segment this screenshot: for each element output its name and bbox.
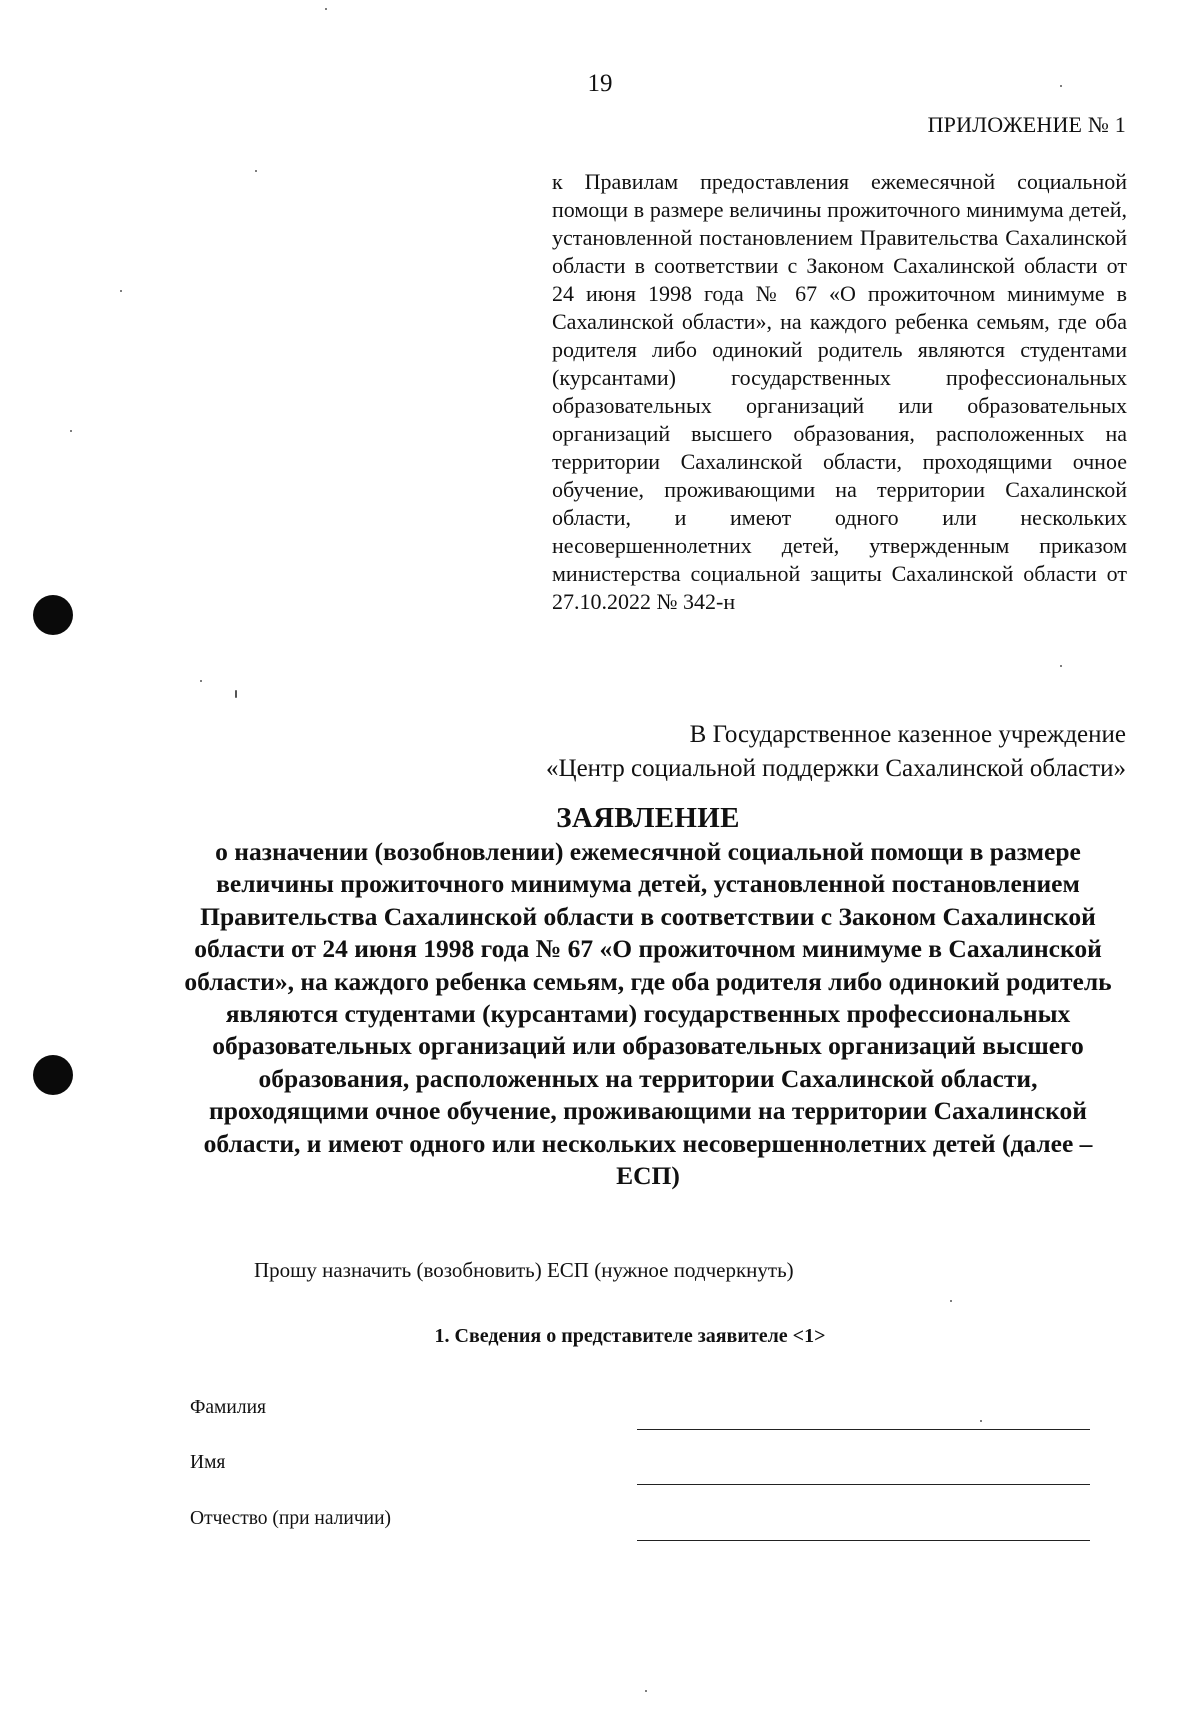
patronymic-label: Отчество (при наличии) [190, 1508, 392, 1529]
surname-input-line[interactable] [637, 1429, 1090, 1430]
first-name-field-row [190, 1452, 1090, 1492]
punch-hole-top [33, 595, 73, 635]
punch-hole-bottom [33, 1055, 73, 1095]
first-name-label: Имя [190, 1452, 226, 1473]
scan-speck [235, 690, 237, 698]
appendix-reference-text: к Правилам предоставления ежемесячной социальной помощи в размере величины прожиточного минимума детей, установленной постановлением Правительства Сахалинской области в соответствии с Законом Сахалинской области от 24 июня 1998 года № 67 «О прожиточном минимуме в Сахалинской области», на каждого ребенка семьям, где оба родителя либо одинокий родитель являются студентами (курсантами) государственных профессиональных образовательных организаций или образовательных организаций высшего образования, расположенных на территории Сахалинской области, проходящими очное обучение, проживающими на территории Сахалинской области, и имеют одного или нескольких несовершеннолетних детей, утвержденным приказом министерства социальной защиты Сахалинской области от 27.10.2022 № 342-н [552, 169, 1127, 614]
request-line: Прошу назначить (возобновить) ЕСП (нужное подчеркнуть) [254, 1258, 794, 1282]
patronymic-field-row [190, 1508, 1090, 1548]
scan-speck [1060, 665, 1062, 667]
addressee-line-2: «Центр социальной поддержки Сахалинской области» [546, 755, 1126, 782]
statement-subtitle: о назначении (возобновлении) ежемесячной социальной помощи в размере величины прожиточного минимума детей, установленной постановлением Правительства Сахалинской области в соответствии с Законом Сахалинской области от 24 июня 1998 года № 67 «О прожиточном минимуме в Сахалинской области», на каждого ребенка семьям, где оба родителя либо одинокий родитель являются студентами (курсантами) государственных профессиональных образовательных организаций или образовательных организаций высшего образования, расположенных на территории Сахалинской области, проходящими очное обучение, проживающими на территории Сахалинской области, и имеют одного или нескольких несовершеннолетних детей (далее – ЕСП) [184, 837, 1112, 1191]
surname-label: Фамилия [190, 1397, 266, 1418]
scan-speck [645, 1690, 647, 1692]
surname-field-row [190, 1397, 1090, 1437]
scan-speck [70, 430, 72, 432]
page-number: 19 [587, 70, 613, 97]
scan-speck [255, 170, 257, 172]
scan-speck [200, 680, 202, 682]
scan-speck [325, 8, 327, 10]
statement-title: ЗАЯВЛЕНИЕ [556, 802, 740, 834]
section-1-heading: 1. Сведения о представителе заявителе <1> [434, 1325, 826, 1347]
scan-speck [120, 290, 122, 292]
addressee-block [546, 718, 1126, 786]
scan-speck [950, 1300, 952, 1302]
first-name-input-line[interactable] [637, 1484, 1090, 1485]
appendix-title: ПРИЛОЖЕНИЕ № 1 [927, 112, 1126, 137]
addressee-line-1: В Государственное казенное учреждение [689, 721, 1126, 748]
patronymic-input-line[interactable] [637, 1540, 1090, 1541]
